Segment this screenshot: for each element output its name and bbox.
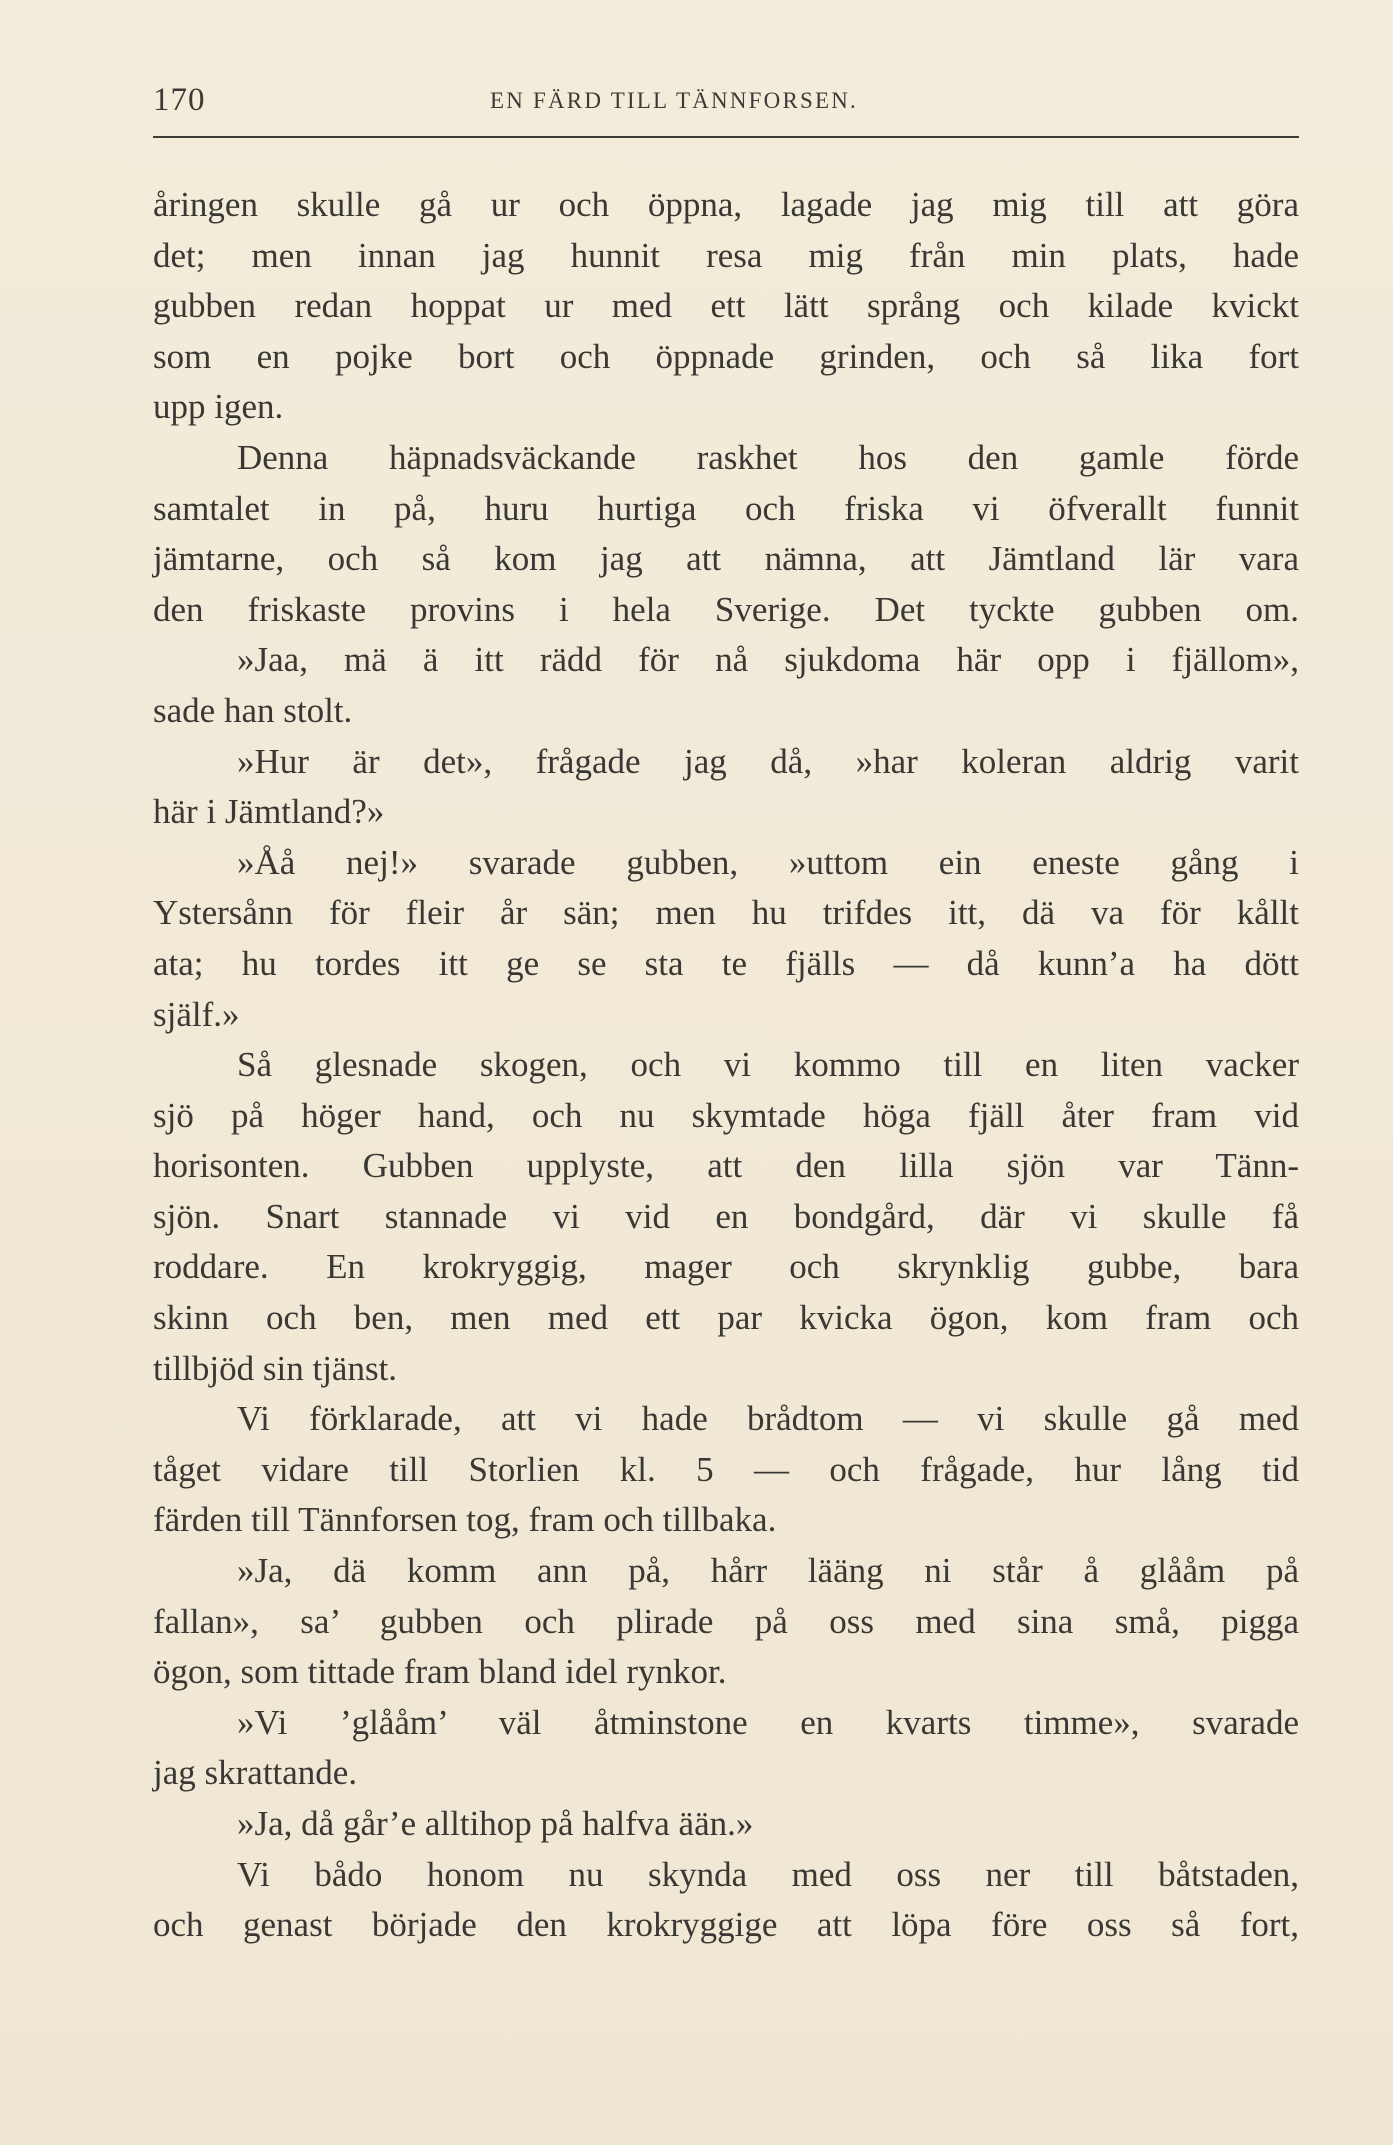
text-line: »Åå nej!» svarade gubben, »uttom ein eneste gång i [237,842,1299,882]
text-line: tåget vidare till Storlien kl. 5 — och frågade, hur lång tid [153,1449,1299,1489]
text-line: Vi förklarade, att vi hade brådtom — vi skulle gå med [237,1399,1299,1439]
text-line: jag skrattande. [153,1753,358,1793]
text-line: sjö på höger hand, och nu skymtade höga fjäll åter fram vid [153,1095,1299,1135]
text-line: Vi bådo honom nu skynda med oss ner till båtstaden, [237,1854,1299,1894]
text-line: fallan», sa’ gubben och plirade på oss med sina små, pigga [153,1601,1299,1641]
text-line: färden till Tännforsen tog, fram och tillbaka. [153,1500,777,1540]
text-line: åringen skulle gå ur och öppna, lagade jag mig till att göra [153,185,1299,224]
text-line: »Ja, dä komm ann på, hårr lääng ni står å glååm på [237,1551,1299,1591]
text-line: Denna häpnadsväckande raskhet hos den gamle förde [237,437,1299,477]
text-line: här i Jämtland?» [153,792,385,832]
text-line: tillbjöd sin tjänst. [153,1348,398,1388]
text-line: jämtarne, och så kom jag att nämna, att Jämtland lär vara [153,539,1299,579]
text-line: »Hur är det», frågade jag då, »har koleran aldrig varit [237,741,1299,781]
text-line: skinn och ben, men med ett par kvicka ögon, kom fram och [153,1298,1299,1338]
page-header [153,82,1299,122]
text-line: ata; hu tordes itt ge se sta te fjälls — då kunn’a ha dött [153,943,1299,983]
text-line: »Ja, då går’e alltihop på halfva ään.» [237,1804,754,1843]
text-line: det; men innan jag hunnit resa mig från min plats, hade [153,235,1299,275]
text-line: horisonten. Gubben upplyste, att den lilla sjön var Tänn- [153,1146,1299,1186]
text-line: sjön. Snart stannade vi vid en bondgård, där vi skulle få [153,1196,1299,1236]
text-line: gubben redan hoppat ur med ett lätt språng och kilade kvickt [153,286,1299,326]
text-line: upp igen. [153,387,284,427]
body-text [153,180,1299,1951]
text-line: roddare. En krokryggig, mager och skrynklig gubbe, bara [153,1247,1299,1287]
text-line: som en pojke bort och öppnade grinden, och så lika fort [153,336,1299,376]
header-rule [153,136,1299,138]
text-line: sade han stolt. [153,690,353,730]
text-line: »Jaa, mä ä itt rädd för nå sjukdoma här opp i fjällom», [237,640,1299,680]
page-number: 170 [153,82,206,118]
text-line: ögon, som tittade fram bland idel rynkor. [153,1652,727,1692]
text-line: den friskaste provins i hela Sverige. Det tyckte gubben om. [153,589,1299,629]
text-line: Så glesnade skogen, och vi kommo till en liten vacker [237,1045,1299,1085]
text-line: och genast började den krokryggige att löpa före oss så fort, [153,1905,1299,1945]
text-line: »Vi ’glååm’ väl åtminstone en kvarts timme», svarade [237,1702,1299,1742]
running-title: EN FÄRD TILL TÄNNFORSEN. [490,88,859,113]
text-line: samtalet in på, huru hurtiga och friska vi öfverallt funnit [153,488,1299,528]
text-line: Ystersånn för fleir år sän; men hu trifdes itt, dä va för kållt [153,893,1299,933]
text-line: själf.» [153,994,240,1034]
